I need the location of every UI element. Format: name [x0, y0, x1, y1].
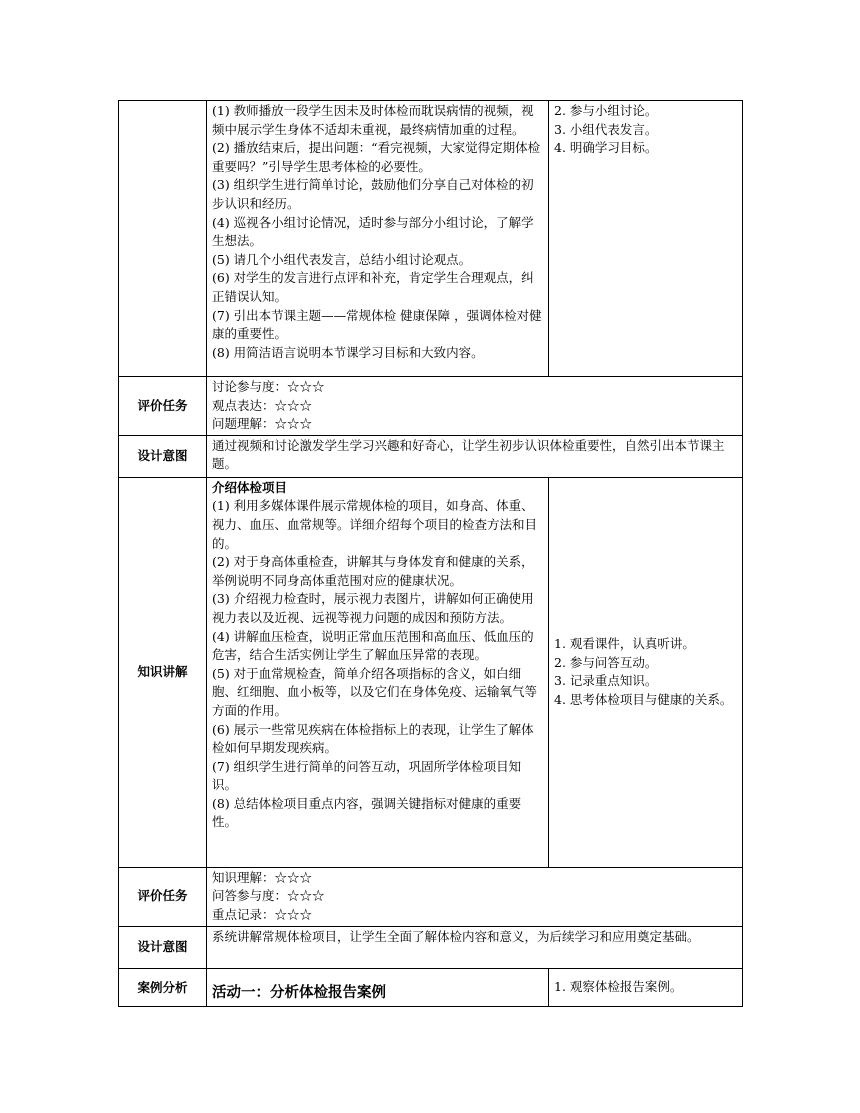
eval-item: 重点记录：☆☆☆	[212, 906, 313, 922]
design-row-1	[119, 435, 743, 477]
design-row-2	[119, 926, 743, 968]
eval-items-cell	[207, 377, 743, 436]
case-activity-cell	[207, 968, 549, 1006]
knowledge-row	[119, 477, 743, 867]
teacher-step: (7) 组织学生进行简单的问答互动，巩固所学体检项目知识。	[212, 758, 522, 793]
intro-teacher-cell	[207, 101, 549, 377]
knowledge-label: 知识讲解	[119, 477, 207, 867]
knowledge-teacher-cell	[207, 477, 549, 867]
student-activity: 1. 观察体检报告案例。	[554, 978, 683, 994]
student-activity: 4. 明确学习目标。	[554, 140, 658, 156]
student-activity: 2. 参与小组讨论。	[554, 103, 658, 118]
teacher-step: (1) 教师播放一段学生因未及时体检而耽误病情的视频，视频中展示学生身体不适却未重视，最终病情加重的过程。	[212, 103, 534, 137]
teacher-step: (3) 组织学生进行简单讨论，鼓励他们分享自己对体检的初步认识和经历。	[212, 177, 534, 211]
eval-item: 观点表达：☆☆☆	[212, 397, 313, 413]
eval-item: 知识理解：☆☆☆	[212, 869, 313, 885]
eval-item: 讨论参与度：☆☆☆	[212, 379, 325, 394]
case-row	[119, 968, 743, 1006]
eval-item: 问答参与度：☆☆☆	[212, 888, 325, 904]
eval-row-2	[119, 867, 743, 926]
knowledge-heading: 介绍体检项目	[212, 479, 288, 495]
teacher-step: (6) 展示一些常见疾病在体检指标上的表现，让学生了解体检如何早期发现疾病。	[212, 721, 534, 756]
eval-item: 问题理解：☆☆☆	[212, 416, 313, 432]
design-label: 设计意图	[119, 926, 207, 968]
teacher-step: (1) 利用多媒体课件展示常规体检的项目，如身高、体重、视力、血压、血常规等。详细介绍每个项目的检查方法和目的。	[212, 498, 538, 551]
teacher-step: (5) 请几个小组代表发言，总结小组讨论观点。	[212, 251, 472, 267]
teacher-step: (6) 对学生的发言进行点评和补充，肯定学生合理观点，纠正错误认知。	[212, 270, 534, 304]
teacher-step: (4) 巡视各小组讨论情况，适时参与部分小组讨论，了解学生想法。	[212, 214, 534, 249]
intro-row	[119, 101, 743, 377]
case-student-cell	[549, 968, 743, 1006]
teacher-step: (2) 对于身高体重检查，讲解其与身体发育和健康的关系，举例说明不同身高体重范围对应的健康状况。	[212, 554, 534, 588]
teacher-step: (3) 介绍视力检查时，展示视力表图片，讲解如何正确使用视力表以及近视、远视等视力问题的成因和预防方法。	[212, 591, 534, 625]
design-label: 设计意图	[119, 435, 207, 477]
knowledge-student-cell	[549, 477, 743, 867]
teacher-step: (5) 对于血常规检查，简单介绍各项指标的含义，如白细胞、红细胞、血小板等，以及它们在身体免疫、运输氧气等方面的作用。	[212, 665, 538, 718]
teacher-step: (8) 总结体检项目重点内容，强调关键指标对健康的重要性。	[212, 795, 522, 830]
teacher-step: (2) 播放结束后，提出问题：“看完视频，大家觉得定期体检重要吗？”引导学生思考体检的必要性。	[212, 140, 541, 174]
eval-row-1	[119, 377, 743, 436]
student-activity: 1. 观看课件，认真听讲。	[554, 636, 695, 652]
teacher-step: (7) 引出本节课主题——常规体检 健康保障 ，强调体检对健康的重要性。	[212, 307, 542, 342]
student-activity: 3. 小组代表发言。	[554, 121, 658, 137]
eval-items-cell	[207, 867, 743, 926]
intro-student-cell	[549, 101, 743, 377]
student-activity: 4. 思考体检项目与健康的关系。	[554, 691, 733, 707]
teacher-step: (4) 讲解血压检查，说明正常血压范围和高血压、低血压的危害，结合生活实例让学生了解血压异常的表现。	[212, 628, 534, 663]
student-activity: 2. 参与问答互动。	[554, 654, 658, 670]
teacher-step: (8) 用简洁语言说明本节课学习目标和大致内容。	[212, 344, 484, 360]
intro-label-cell	[119, 101, 207, 377]
eval-label: 评价任务	[119, 377, 207, 436]
eval-label: 评价任务	[119, 867, 207, 926]
case-activity-title: 活动一：分析体检报告案例	[212, 984, 386, 1001]
design-text: 系统讲解常规体检项目，让学生全面了解体检内容和意义，为后续学习和应用奠定基础。	[207, 926, 743, 968]
design-text: 通过视频和讨论激发学生学习兴趣和好奇心，让学生初步认识体检重要性，自然引出本节课主题。	[207, 435, 743, 477]
case-label: 案例分析	[119, 968, 207, 1006]
student-activity: 3. 记录重点知识。	[554, 673, 658, 689]
lesson-plan-table	[118, 100, 743, 1007]
